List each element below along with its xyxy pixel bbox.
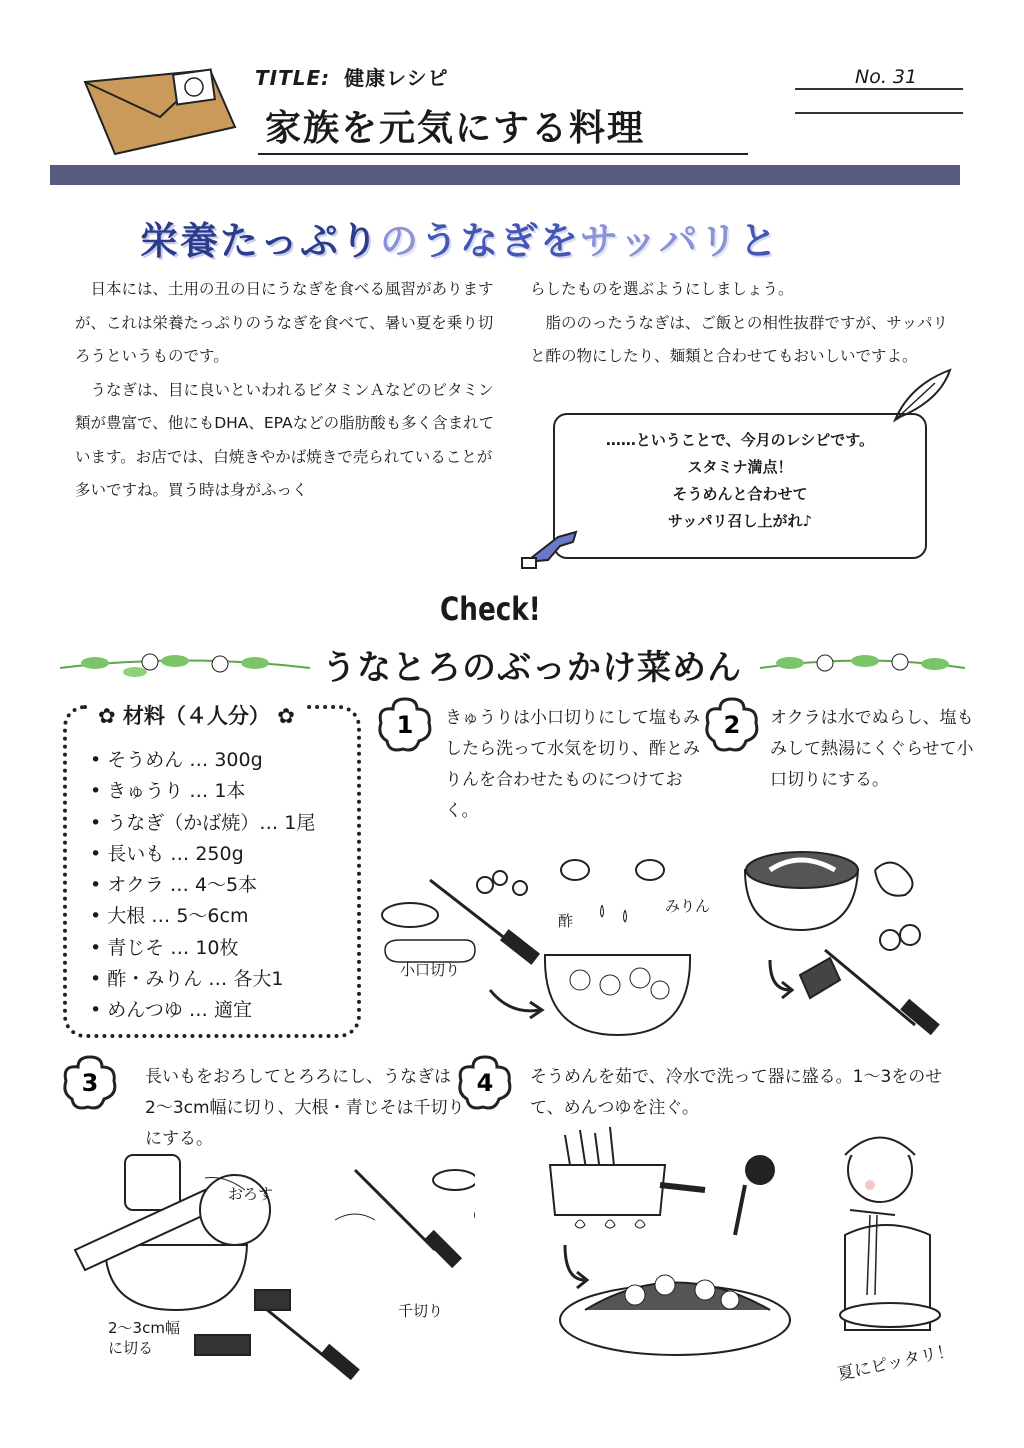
step-num: 4: [476, 1069, 494, 1097]
ingredient-item: • うなぎ（かば焼）… 1尾: [90, 808, 315, 839]
ingredient-item: • きゅうり … 1本: [90, 776, 315, 807]
title-underline: [258, 153, 748, 155]
header-band: [50, 165, 960, 185]
article-paragraph: 日本には、土用の丑の日にうなぎを食べる風習がありますが、これは栄養たっぷりのうなぎを食べて、暑い夏を乗り切ろうというものです。: [75, 280, 494, 365]
article-paragraph: うなぎは、目に良いといわれるビタミンＡなどのビタミン類が豊富で、他にもDHA、EPAなどの脂肪酸も多く含まれています。お店では、白焼きやかば焼きで売られていることが多いですね。買う時は身がふっく: [75, 380, 495, 499]
ingredients-heading: ✿ 材料（４人分） ✿: [90, 700, 303, 730]
recipe-title: うなとろのぶっかけ菜めん: [322, 648, 742, 688]
step-4-text: そうめんを茹で、冷水で洗って器に盛る。1〜3をのせて、めんつゆを注ぐ。: [530, 1067, 943, 1118]
article-column-right: [530, 273, 955, 374]
step-4-illustration: [545, 1115, 965, 1375]
envelope-icon: [75, 62, 245, 162]
headline-part-5: と: [739, 219, 780, 263]
label-summer: 夏にピッタリ！: [835, 1340, 956, 1386]
vine-right-icon: [755, 648, 970, 682]
title-value: 健康レシピ: [344, 66, 449, 90]
issue-rule-1: [795, 88, 963, 90]
step-1-text: きゅうりは小口切りにして塩もみしたら洗って水気を切り、酢とみりんを合わせたものにつけておく。: [445, 708, 700, 821]
headline-part-3: うなぎを: [420, 219, 581, 263]
step-num: 1: [396, 711, 414, 739]
step-2-badge: [702, 695, 762, 755]
headline: [140, 210, 779, 265]
vine-left-icon: [55, 648, 315, 682]
article-paragraph: 脂ののったうなぎは、ご飯との相性抜群ですが、サッパリと酢の物にしたり、麺類と合わせてもおいしいですよ。: [530, 313, 949, 365]
ingredient-item: • オクラ … 4〜5本: [90, 870, 315, 901]
pointing-hand-icon: [518, 522, 583, 572]
ingredient-item: • 青じそ … 10枚: [90, 933, 315, 964]
label-mirin: みりん: [665, 897, 711, 915]
title-label: TITLE: 健康レシピ: [255, 66, 449, 90]
step-3-badge: [60, 1053, 120, 1113]
check-label: Check!: [440, 590, 541, 628]
issue-number: No. 31: [855, 66, 918, 88]
step-2-illustration: [740, 830, 965, 1035]
ingredient-item: • 酢・みりん … 各大1: [90, 964, 315, 995]
step-1-illustration: [380, 840, 710, 1040]
issue-rule-2: [795, 112, 963, 114]
ingredient-item: • めんつゆ … 適宜: [90, 995, 315, 1026]
headline-part-1: 栄養たっぷり: [140, 219, 381, 263]
step-4-badge: [455, 1053, 515, 1113]
article-paragraph: らしたものを選ぶようにしましょう。: [530, 280, 794, 298]
article-column-left: [75, 273, 500, 508]
label-width: 2〜3cm幅に切る: [108, 1319, 180, 1357]
step-3-text: 長いもをおろしてとろろにし、うなぎは2〜3cm幅に切り、大根・青じそは千切りにする。: [145, 1067, 465, 1149]
ingredients-list: [90, 745, 315, 1027]
label-vinegar: 酢: [558, 912, 574, 930]
main-title: 家族を元気にする料理: [265, 108, 646, 149]
ingredient-item: • 大根 … 5〜6cm: [90, 901, 315, 932]
step-num: 3: [81, 1069, 99, 1097]
label-koguchi: 小口切り: [400, 961, 461, 979]
ingredient-item: • そうめん … 300g: [90, 745, 315, 776]
headline-part-2: の: [380, 219, 421, 263]
step-num: 2: [723, 711, 741, 739]
note-text: ……ということで、今月のレシピです。 スタミナ満点！ そうめんと合わせて サッパリ召し上がれ♪: [605, 431, 875, 530]
step-1-badge: [375, 695, 435, 755]
step-2-text: オクラは水でぬらし、塩もみして熱湯にくぐらせて小口切りにする。: [770, 708, 974, 790]
ingredient-item: • 長いも … 250g: [90, 839, 315, 870]
label-orosu: おろす: [228, 1185, 274, 1203]
headline-part-4: サッパリ: [580, 219, 740, 263]
label-sengiri: 千切り: [398, 1302, 444, 1320]
